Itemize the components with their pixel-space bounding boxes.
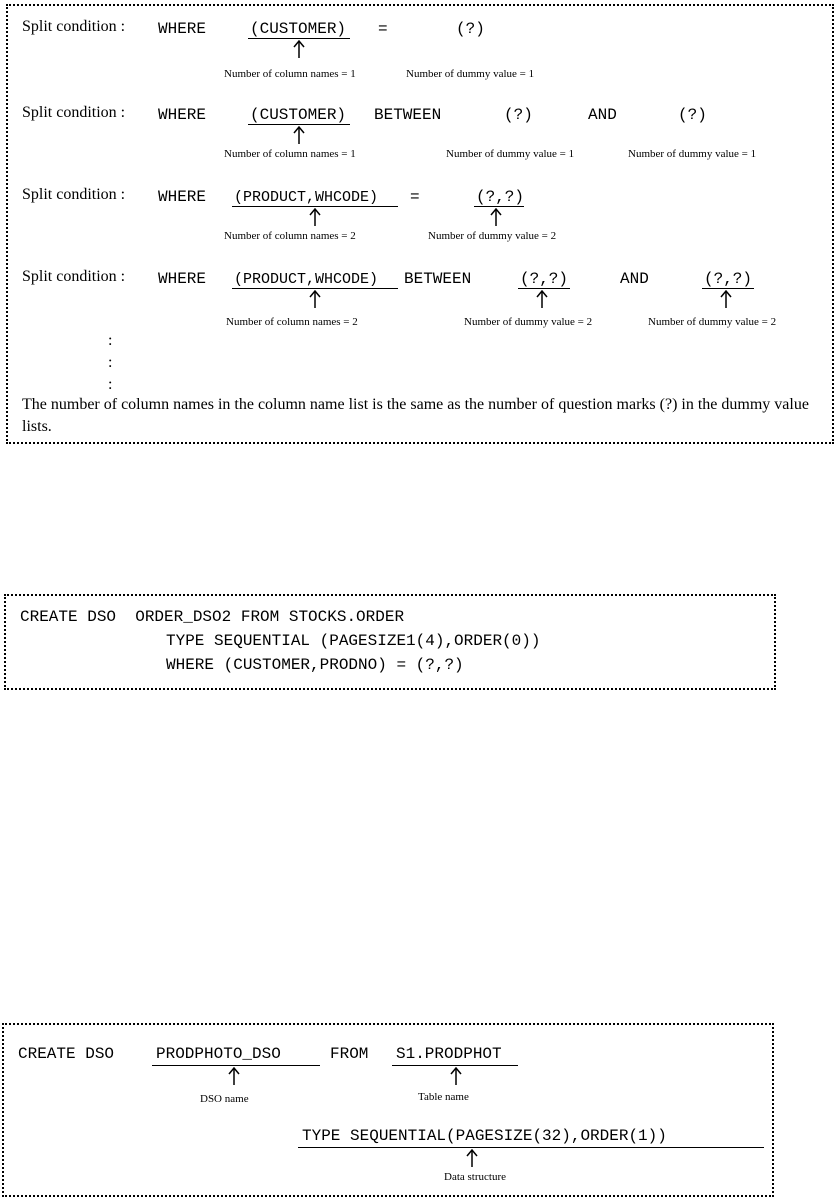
dummy-count-note: Number of dummy value = 2 (428, 230, 557, 242)
value-list-underline (518, 288, 570, 289)
type-clause: TYPE SEQUENTIAL(PAGESIZE(32),ORDER(1)) (302, 1127, 667, 1145)
value-list-underline (474, 206, 524, 207)
dummy-count-note: Number of dummy value = 1 (446, 148, 575, 160)
up-arrow-icon (466, 1149, 478, 1167)
and-keyword: AND (620, 270, 649, 288)
table-name: S1.PRODPHOT (396, 1045, 502, 1063)
code-line-create: CREATE DSO ORDER_DSO2 FROM STOCKS.ORDER (20, 608, 405, 626)
ellipsis-dot: : (108, 332, 113, 349)
dummy-count-note: Number of dummy value = 2 (648, 316, 777, 328)
operator: = (378, 20, 388, 38)
dso-name-underline (152, 1065, 320, 1066)
column-list-underline (232, 206, 398, 207)
up-arrow-icon (536, 290, 548, 308)
operator: BETWEEN (374, 106, 442, 124)
operator: = (410, 188, 420, 206)
where-keyword: WHERE (158, 188, 207, 206)
column-name-list: (CUSTOMER) (250, 20, 347, 38)
column-count-note: Number of column names = 2 (226, 316, 358, 328)
dso-name-label: DSO name (200, 1093, 249, 1105)
column-list-underline (232, 288, 398, 289)
split-condition-label: Split condition : (22, 268, 126, 285)
column-list-underline (248, 38, 350, 39)
dummy-value-list: (?) (678, 106, 707, 124)
dummy-count-note: Number of dummy value = 1 (628, 148, 757, 160)
column-list-underline (248, 124, 350, 125)
from-keyword: FROM (330, 1045, 369, 1063)
operator: BETWEEN (404, 270, 472, 288)
ellipsis-dot: : (108, 376, 113, 393)
up-arrow-icon (720, 290, 732, 308)
data-structure-label: Data structure (444, 1171, 506, 1183)
column-name-list: (PRODUCT,WHCODE) (234, 189, 379, 206)
column-count-note: Number of column names = 1 (224, 148, 356, 160)
column-name-list: (CUSTOMER) (250, 106, 347, 124)
table-name-underline (392, 1065, 518, 1066)
create-dso-annotated-box (2, 1023, 774, 1197)
column-name-list: (PRODUCT,WHCODE) (234, 271, 379, 288)
column-count-note: Number of column names = 1 (224, 68, 356, 80)
up-arrow-icon (309, 290, 321, 308)
where-keyword: WHERE (158, 20, 207, 38)
type-clause-underline (298, 1147, 764, 1148)
dummy-value-list: (?) (456, 20, 485, 38)
where-keyword: WHERE (158, 270, 207, 288)
table-name-label: Table name (418, 1091, 469, 1103)
and-keyword: AND (588, 106, 617, 124)
column-count-rule-note: The number of column names in the column name list is the same as the number of question marks (?) in the dummy value lists. (22, 396, 809, 435)
where-keyword: WHERE (158, 106, 207, 124)
up-arrow-icon (450, 1067, 462, 1085)
dummy-value-list: (?,?) (476, 188, 525, 206)
up-arrow-icon (293, 126, 305, 144)
dso-name: PRODPHOTO_DSO (156, 1045, 281, 1063)
up-arrow-icon (490, 208, 502, 226)
split-condition-label: Split condition : (22, 18, 126, 35)
value-list-underline (702, 288, 754, 289)
create-dso-example-box (4, 594, 776, 690)
up-arrow-icon (228, 1067, 240, 1085)
code-line-type: TYPE SEQUENTIAL (PAGESIZE1(4),ORDER(0)) (166, 632, 541, 650)
dummy-count-note: Number of dummy value = 1 (406, 68, 535, 80)
dummy-value-list: (?,?) (704, 270, 753, 288)
column-count-note: Number of column names = 2 (224, 230, 356, 242)
code-line-where: WHERE (CUSTOMER,PRODNO) = (?,?) (166, 656, 464, 674)
up-arrow-icon (309, 208, 321, 226)
split-condition-label: Split condition : (22, 186, 126, 203)
dummy-count-note: Number of dummy value = 2 (464, 316, 593, 328)
split-condition-examples-box (6, 4, 834, 444)
dummy-value-list: (?,?) (520, 270, 569, 288)
up-arrow-icon (293, 40, 305, 58)
create-dso-keyword: CREATE DSO (18, 1045, 115, 1063)
ellipsis-dot: : (108, 354, 113, 371)
split-condition-label: Split condition : (22, 104, 126, 121)
dummy-value-list: (?) (504, 106, 533, 124)
